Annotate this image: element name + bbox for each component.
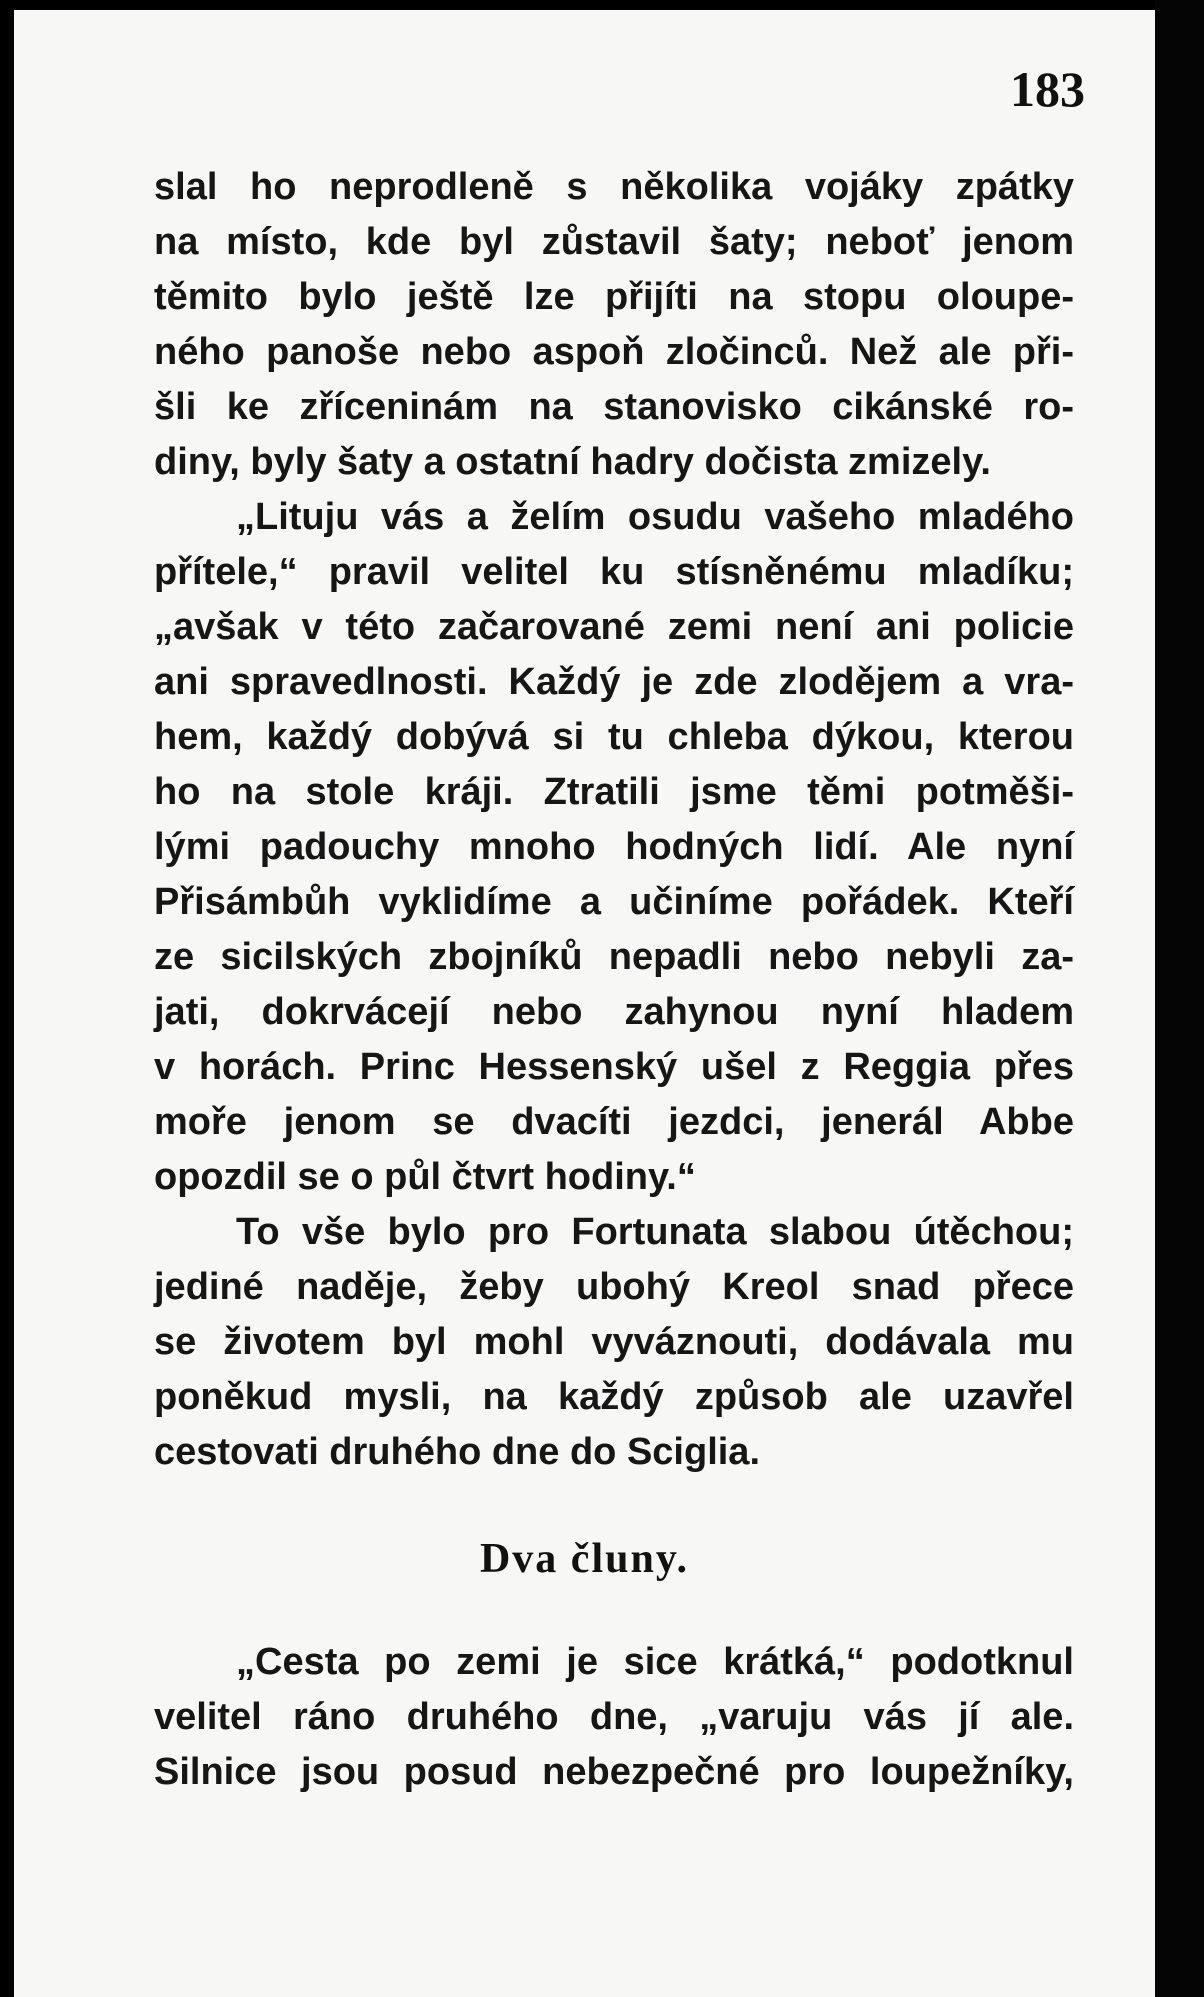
text-line: ho na stole kráji. Ztratili jsme těmi potměši- bbox=[154, 771, 1074, 813]
text-line: „avšak v této začarované zemi není ani policie bbox=[154, 606, 1074, 648]
page-number: 183 bbox=[1010, 61, 1085, 117]
text-line: „Cesta po zemi je sice krátká,“ podotknul bbox=[236, 1641, 1074, 1683]
text-line: ze sicilských zbojníků nepadli nebo nebyli za- bbox=[154, 936, 1074, 978]
text-line: moře jenom se dvacíti jezdci, jenerál Abbe bbox=[154, 1101, 1074, 1143]
text-line: To vše bylo pro Fortunata slabou útěchou; bbox=[236, 1211, 1074, 1253]
text-line: na místo, kde byl zůstavil šaty; neboť jenom bbox=[154, 221, 1074, 263]
text-line: těmito bylo ještě lze přijíti na stopu oloupe- bbox=[154, 276, 1074, 318]
text-line: přítele,“ pravil velitel ku stísněnému mladíku; bbox=[154, 551, 1074, 593]
text-line: ani spravedlnosti. Každý je zde zlodějem a vra- bbox=[154, 661, 1074, 703]
text-line: „Lituju vás a želím osudu vašeho mladého bbox=[236, 496, 1074, 538]
text-line: se životem byl mohl vyváznouti, dodávala mu bbox=[154, 1321, 1074, 1363]
text-line: cestovati druhého dne do Sciglia. bbox=[154, 1431, 760, 1473]
book-page bbox=[14, 10, 1155, 1997]
text-line: lými padouchy mnoho hodných lidí. Ale nyní bbox=[154, 826, 1074, 868]
text-line: opozdil se o půl čtvrt hodiny.“ bbox=[154, 1156, 696, 1198]
page-edge-shadow bbox=[1155, 0, 1204, 1997]
text-line: velitel ráno druhého dne, „varuju vás jí ale. bbox=[154, 1696, 1074, 1738]
section-heading: Dva čluny. bbox=[479, 1536, 690, 1582]
text-line: jati, dokrvácejí nebo zahynou nyní hladem bbox=[154, 991, 1074, 1033]
text-line: slal ho neprodleně s několika vojáky zpátky bbox=[154, 166, 1074, 208]
text-line: hem, každý dobývá si tu chleba dýkou, kterou bbox=[154, 716, 1074, 758]
body-text bbox=[154, 160, 1074, 1480]
text-line: poněkud mysli, na každý způsob ale uzavřel bbox=[154, 1376, 1074, 1418]
section-body-text bbox=[154, 1635, 1074, 1800]
text-line: ného panoše nebo aspoň zločinců. Než ale při- bbox=[154, 331, 1074, 373]
text-line: šli ke zříceninám na stanovisko cikánské ro- bbox=[154, 386, 1074, 428]
text-line: diny, byly šaty a ostatní hadry dočista zmizely. bbox=[154, 441, 991, 483]
text-line: jediné naděje, žeby ubohý Kreol snad přece bbox=[154, 1266, 1074, 1308]
text-line: Silnice jsou posud nebezpečné pro loupežníky, bbox=[154, 1751, 1074, 1793]
text-line: Přisámbůh vyklidíme a učiníme pořádek. Kteří bbox=[154, 881, 1074, 923]
text-line: v horách. Princ Hessenský ušel z Reggia přes bbox=[154, 1046, 1074, 1088]
